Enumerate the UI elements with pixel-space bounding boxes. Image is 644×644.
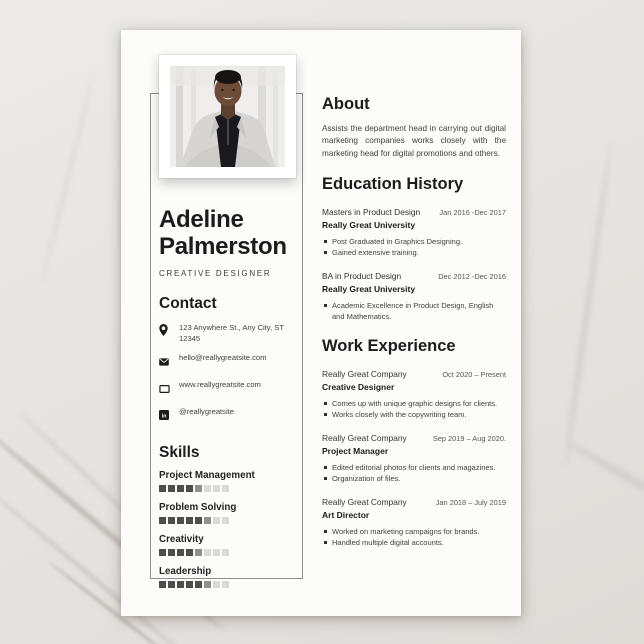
education-bullets xyxy=(322,300,506,322)
skill-level-square xyxy=(186,517,193,524)
person-name xyxy=(159,206,294,260)
skill-level-square xyxy=(213,549,220,556)
company: Really Great Company xyxy=(322,497,407,508)
skill-level-square xyxy=(222,517,229,524)
skill-level-square xyxy=(159,549,166,556)
skill-level-square xyxy=(159,485,166,492)
work-entry-header xyxy=(322,497,506,508)
right-column xyxy=(322,94,506,561)
skill-level-square xyxy=(168,485,175,492)
bullet-item: Works closely with the copywriting team. xyxy=(322,409,506,420)
skill-level-square xyxy=(213,581,220,588)
contact-linkedin: @reallygreatsite xyxy=(179,407,234,416)
skill-level-square xyxy=(177,581,184,588)
work-experience-entries xyxy=(322,369,506,548)
profile-photo-frame xyxy=(159,55,296,178)
skill-level-square xyxy=(195,485,202,492)
skill-level-bar xyxy=(159,517,294,524)
degree: BA in Product Design xyxy=(322,271,402,282)
skill-level-square xyxy=(213,485,220,492)
marble-vein xyxy=(563,141,613,468)
skill-level-square xyxy=(213,517,220,524)
linkedin-icon xyxy=(159,406,179,425)
work-dates: Jan 2018 – July 2019 xyxy=(435,498,506,508)
job-title: CREATIVE DESIGNER xyxy=(159,269,272,278)
envelope-icon xyxy=(159,352,179,371)
bullet-item: Edited editorial photos for clients and magazines. xyxy=(322,462,506,473)
about-text: Assists the department head in carrying out digital marketing companies works closely with the marketing head for digital promotions and others. xyxy=(322,124,506,158)
education-dates: Jan 2016 -Dec 2017 xyxy=(439,208,506,218)
skill-level-square xyxy=(204,485,211,492)
contact-list xyxy=(159,322,294,425)
skill-label: Problem Solving xyxy=(159,502,237,513)
skill-project-management xyxy=(159,470,294,492)
skill-level-square xyxy=(177,517,184,524)
skill-label: Project Management xyxy=(159,470,255,481)
bullet-item: Handled multiple digital accounts. xyxy=(322,537,506,548)
skill-leadership xyxy=(159,566,294,588)
contact-email: hello@reallygreatsite.com xyxy=(179,353,267,362)
work-bullets xyxy=(322,526,506,548)
location-pin-icon xyxy=(159,322,179,344)
work-entry xyxy=(322,433,506,484)
skill-level-square xyxy=(204,549,211,556)
skill-level-square xyxy=(159,517,166,524)
skill-level-square xyxy=(204,517,211,524)
about-heading: About xyxy=(322,95,370,113)
person-name-line2: Palmerston xyxy=(159,233,287,260)
website-icon xyxy=(159,379,179,398)
contact-website: www.reallygreatsite.com xyxy=(179,380,261,389)
marble-vein xyxy=(39,73,95,287)
education-dates: Dec 2012 -Dec 2016 xyxy=(438,272,506,282)
education-entries xyxy=(322,207,506,322)
person-name-line1: Adeline xyxy=(159,206,244,233)
degree: Masters in Product Design xyxy=(322,207,421,218)
profile-photo xyxy=(170,66,285,167)
bullet-item: Organization of files. xyxy=(322,473,506,484)
skill-level-square xyxy=(222,549,229,556)
skill-level-square xyxy=(177,549,184,556)
contact-heading: Contact xyxy=(159,295,217,312)
education-bullets xyxy=(322,236,506,258)
skill-level-square xyxy=(159,581,166,588)
skill-level-square xyxy=(195,549,202,556)
contact-address: 123 Anywhere St., Any City, ST 12345 xyxy=(179,323,284,343)
work-entry xyxy=(322,369,506,420)
work-experience-heading: Work Experience xyxy=(322,337,456,356)
skill-level-square xyxy=(186,485,193,492)
skill-level-square xyxy=(186,549,193,556)
skill-problem-solving xyxy=(159,502,294,524)
skill-level-square xyxy=(186,581,193,588)
bullet-item: Gained extensive training. xyxy=(322,247,506,258)
skill-level-square xyxy=(222,581,229,588)
work-entry-header xyxy=(322,433,506,444)
work-bullets xyxy=(322,462,506,484)
skill-label: Leadership xyxy=(159,566,212,577)
education-entry-header xyxy=(322,207,506,218)
marble-vein xyxy=(567,440,644,505)
svg-text:in: in xyxy=(161,413,167,420)
skill-level-square xyxy=(168,549,175,556)
education-entry xyxy=(322,271,506,322)
skills-list xyxy=(159,470,294,588)
education-heading: Education History xyxy=(322,175,464,194)
skill-level-square xyxy=(222,485,229,492)
school: Really Great University xyxy=(322,284,416,295)
skill-level-bar xyxy=(159,581,294,588)
company: Really Great Company xyxy=(322,433,407,444)
role: Creative Designer xyxy=(322,382,395,393)
skill-label: Creativity xyxy=(159,534,204,545)
contact-item-website xyxy=(159,379,294,398)
school: Really Great University xyxy=(322,220,416,231)
contact-item-address xyxy=(159,322,294,344)
skill-creativity xyxy=(159,534,294,556)
bullet-item: Worked on marketing campaigns for brands. xyxy=(322,526,506,537)
skill-level-bar xyxy=(159,485,294,492)
skill-level-square xyxy=(168,517,175,524)
skill-level-bar xyxy=(159,549,294,556)
skill-level-square xyxy=(168,581,175,588)
work-dates: Sep 2019 – Aug 2020. xyxy=(432,434,506,444)
bullet-item: Post Graduated in Graphics Designing. xyxy=(322,236,506,247)
bullet-item: Comes up with unique graphic designs for clients. xyxy=(322,398,506,409)
work-entry xyxy=(322,497,506,548)
skill-level-square xyxy=(204,581,211,588)
company: Really Great Company xyxy=(322,369,407,380)
work-dates: Oct 2020 – Present xyxy=(442,370,506,380)
contact-item-linkedin xyxy=(159,406,294,425)
education-entry-header xyxy=(322,271,506,282)
skill-level-square xyxy=(195,517,202,524)
resume-page xyxy=(121,30,521,616)
bullet-item: Academic Excellence in Product Design, English and Mathematics. xyxy=(322,300,506,322)
skill-level-square xyxy=(177,485,184,492)
work-entry-header xyxy=(322,369,506,380)
education-entry xyxy=(322,207,506,258)
work-bullets xyxy=(322,398,506,420)
role: Art Director xyxy=(322,510,370,521)
skill-level-square xyxy=(195,581,202,588)
role: Project Manager xyxy=(322,446,389,457)
contact-item-email xyxy=(159,352,294,371)
skills-heading: Skills xyxy=(159,444,200,461)
